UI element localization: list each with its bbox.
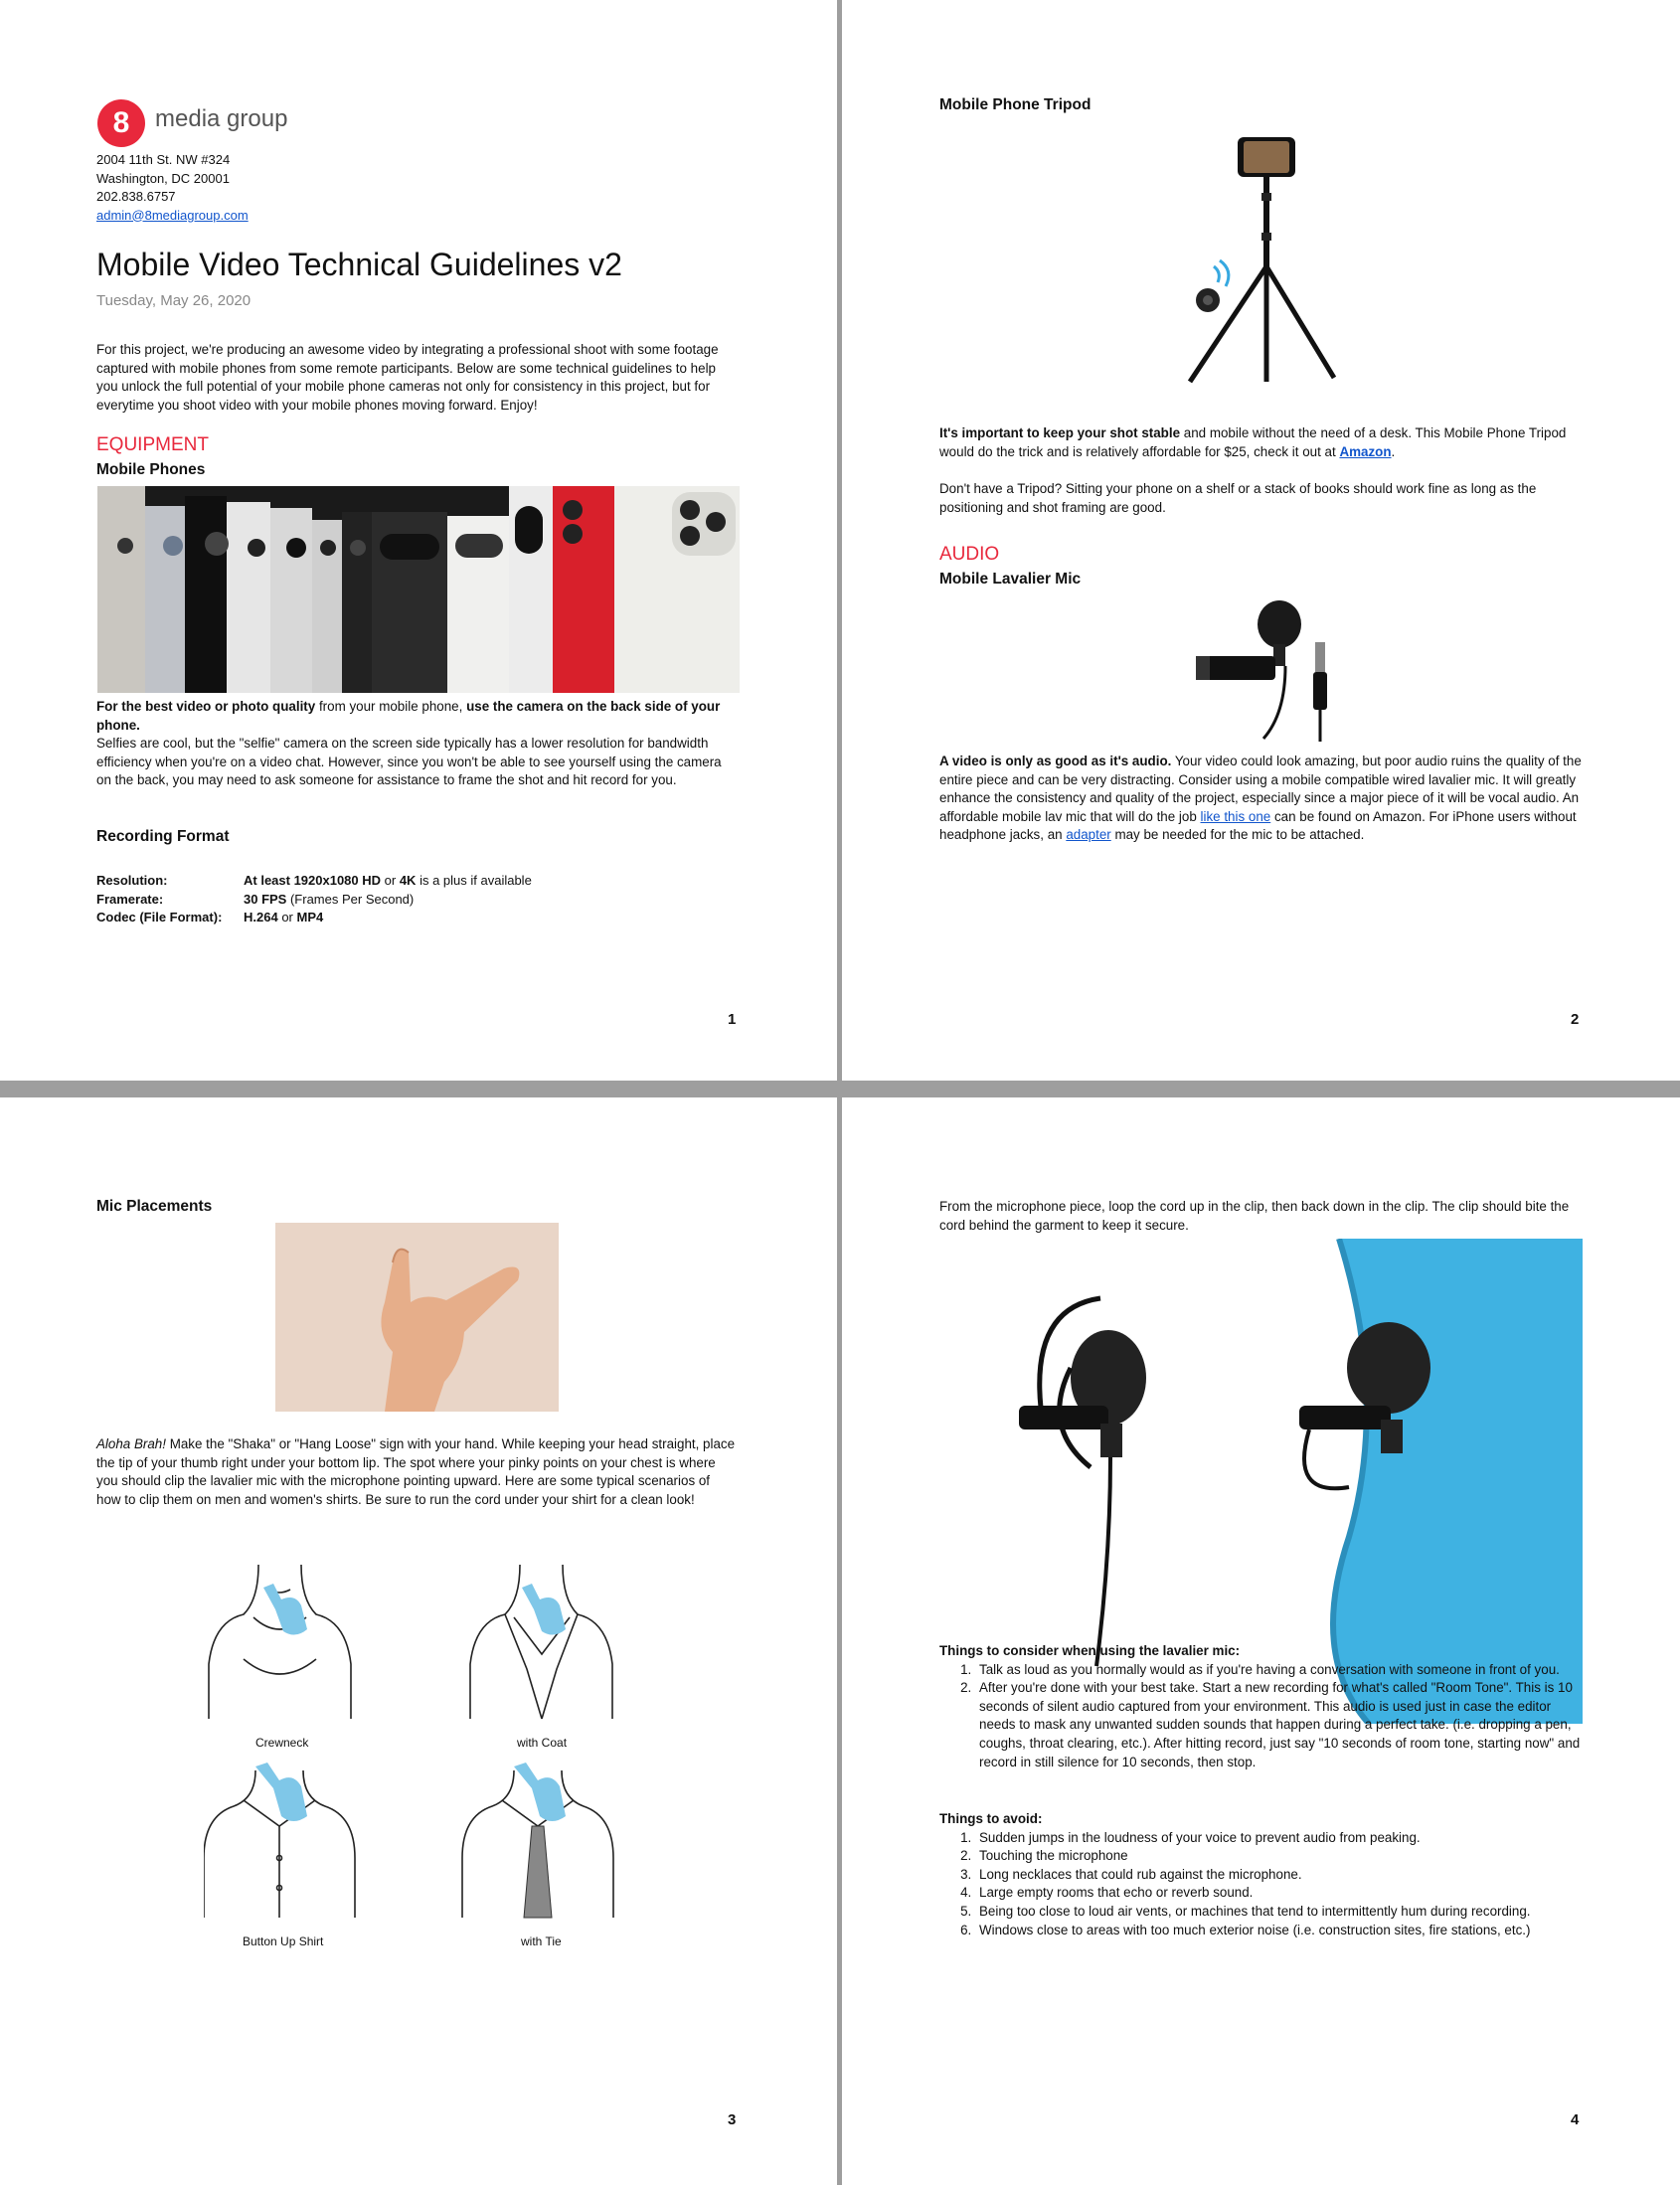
- tripod-heading: Mobile Phone Tripod: [939, 96, 1092, 113]
- spec-row-resolution: [96, 872, 733, 891]
- page-2: [842, 0, 1680, 1081]
- codec-or: or: [277, 910, 297, 924]
- res-or: or: [381, 873, 400, 888]
- coat-figure: [470, 1565, 612, 1719]
- page-number-1: 1: [728, 1011, 737, 1028]
- consider-list: [939, 1661, 1586, 1772]
- mic-placements-heading: Mic Placements: [96, 1198, 213, 1215]
- intro-paragraph: For this project, we're producing an awesome video by integrating a professional shoot with some footage captured with mobile phones from some remote participants. Below are some technical guidelines to help you unlock the full potential of your mobile phone cameras not only for consistency in this project, but for everytime you shoot video with your mobile phones moving forward. Enjoy!: [96, 342, 719, 413]
- phones-paragraph-1: [96, 698, 733, 735]
- spec-label-framerate: Framerate:: [96, 891, 164, 907]
- avoid-item-6: 6. Windows close to areas with too much exterior noise (i.e. construction sites, fire stations, etc.): [975, 1922, 1586, 1940]
- consider-heading: Things to consider when using the lavalier mic:: [939, 1643, 1241, 1658]
- company-logo: [97, 99, 316, 147]
- page-number-3: 3: [728, 2111, 737, 2128]
- audio-heading: AUDIO: [939, 544, 1000, 565]
- shaka-text: Make the "Shaka" or "Hang Loose" sign with your hand. While keeping your head straight, place the tip of your thumb right under your bottom lip. The spot where your pinky points on your chest is where you should clip the lavalier mic with the microphone pointing upward. Here are some typical scenarios of how to clip them on men and women's shirts. Be sure to run the cord under your shirt for a clean look!: [96, 1436, 736, 1507]
- spec-value-resolution: [244, 872, 532, 891]
- shaka-hand-image: [275, 1223, 559, 1412]
- tripod-text: and mobile without the need of a desk. This Mobile Phone Tripod would do the trick and is relatively affordable for $25, check it out at: [939, 425, 1567, 459]
- lavalier-mic-image: [1190, 594, 1349, 744]
- label-with-tie: with Tie: [521, 1934, 562, 1948]
- crewneck-figure: [209, 1565, 351, 1719]
- avoid-section: [939, 1810, 1586, 1939]
- page-4: [842, 1097, 1680, 2185]
- adapter-link[interactable]: adapter: [1066, 827, 1111, 843]
- phones-mid-text: from your mobile phone,: [315, 699, 467, 714]
- mic-text-3: may be needed for the mic to be attached.: [1110, 827, 1365, 843]
- page-date: Tuesday, May 26, 2020: [96, 292, 252, 309]
- coat-hand-icon: [522, 1584, 566, 1635]
- tripod-bold: It's important to keep your shot stable: [939, 425, 1181, 440]
- consider-section: [939, 1642, 1586, 1771]
- lavalier-mic-heading: Mobile Lavalier Mic: [939, 571, 1082, 588]
- codec-bold-1: H.264: [244, 910, 278, 924]
- page-number-2: 2: [1571, 1011, 1580, 1028]
- tripod-image: [1170, 133, 1339, 388]
- address-block: [96, 151, 249, 225]
- logo-name: media group: [155, 105, 288, 132]
- tie-icon: [524, 1826, 552, 1918]
- res-rest: is a plus if available: [416, 873, 532, 888]
- tripod-end: .: [1391, 443, 1396, 459]
- page-1: [0, 0, 837, 1081]
- logo-mark-icon: 8: [97, 99, 145, 147]
- mic-text-1: Your video could look amazing, but poor audio ruins the quality of the entire piece and can be very distracting. Consider using a mobile compatible wired lavalier mic. It will greatly enhance the consistency and quality of the project, especially since a major piece of it will be vocal audio. An affordable mobile lav mic that will do the job: [939, 754, 1582, 824]
- clip-intro-paragraph: From the microphone piece, loop the cord up in the clip, then back down in the clip. The clip should bite the cord behind the garment to keep it secure.: [939, 1199, 1570, 1233]
- avoid-item-1: 1. Sudden jumps in the loudness of your voice to prevent audio from peaking.: [975, 1829, 1586, 1848]
- fr-bold: 30 FPS: [244, 891, 287, 907]
- spec-value-codec: [244, 909, 323, 927]
- button-shirt-hand-icon: [255, 1763, 307, 1821]
- page-3: [0, 1097, 837, 2185]
- fr-rest: (Frames Per Second): [286, 891, 415, 907]
- avoid-item-2: 2. Touching the microphone: [975, 1847, 1586, 1866]
- consider-item-2: 2. After you're done with your best take. Start a new recording for what's called "Room Tone". This is 10 seconds of silent audio captured from your environment. This audio is used just in case the editor needs to mask any unwanted sudden sounds that happen during a perfect take. (i.e. dropping a pen, coughs, throat clearing, etc.). After hitting record, just say "10 seconds of room tone, starting now" and record in still silence for 10 seconds, then stop.: [975, 1679, 1586, 1771]
- equipment-heading: EQUIPMENT: [96, 434, 209, 455]
- mic-text-2: can be found on Amazon. For iPhone users without headphone jacks, an: [939, 808, 1577, 843]
- email-link[interactable]: admin@8mediagroup.com: [96, 207, 249, 223]
- mobile-phones-image: [97, 486, 740, 693]
- address-city: Washington, DC 20001: [96, 170, 230, 186]
- address-phone: 202.838.6757: [96, 189, 176, 204]
- aloha-italic: Aloha Brah!: [96, 1436, 166, 1451]
- phones-paragraph-2: Selfies are cool, but the "selfie" camera on the screen side typically has a lower resolution for bandwidth efficiency when you're on a video chat. However, since you won't be able to see yourself using the camera on the back, you may need to ask someone for assistance to frame the shot and hit record for you.: [96, 736, 722, 788]
- page-title: Mobile Video Technical Guidelines v2: [96, 247, 622, 282]
- codec-bold-2: MP4: [296, 910, 324, 924]
- avoid-item-3: 3. Long necklaces that could rub against the microphone.: [975, 1866, 1586, 1885]
- mic-placement-diagram: [204, 1560, 641, 2057]
- amazon-tripod-link[interactable]: Amazon: [1339, 443, 1392, 459]
- recording-format-heading: Recording Format: [96, 828, 230, 845]
- mic-bold: A video is only as good as it's audio.: [939, 754, 1172, 768]
- address-street: 2004 11th St. NW #324: [96, 152, 231, 167]
- spec-label-resolution: Resolution:: [96, 873, 168, 888]
- avoid-item-5: 5. Being too close to loud air vents, or machines that tend to intermittently hum during recording.: [975, 1903, 1586, 1922]
- specs-table: [96, 872, 733, 927]
- page-number-4: 4: [1571, 2111, 1580, 2128]
- tie-hand-icon: [514, 1763, 566, 1821]
- spec-row-framerate: [96, 891, 733, 910]
- consider-item-1: 1. Talk as loud as you normally would as if you're having a conversation with someone in front of you.: [975, 1661, 1586, 1680]
- mic-paragraph: [939, 753, 1586, 845]
- spec-row-codec: [96, 909, 733, 927]
- tripod-paragraph-1: [939, 424, 1586, 461]
- shaka-paragraph: [96, 1435, 738, 1509]
- tripod-paragraph-2: Don't have a Tripod? Sitting your phone on a shelf or a stack of books should work fine as long as the positioning and shot framing are good.: [939, 481, 1537, 515]
- phones-bold-1: For the best video or photo quality: [96, 699, 316, 714]
- avoid-item-4: 4. Large empty rooms that echo or reverb sound.: [975, 1884, 1586, 1903]
- phones-bold-2: use the camera on the back side of your phone.: [96, 699, 721, 733]
- spec-value-framerate: [244, 891, 414, 910]
- res-bold-1: At least 1920x1080 HD: [244, 873, 382, 888]
- mobile-phones-heading: Mobile Phones: [96, 461, 206, 478]
- res-bold-2: 4K: [399, 873, 417, 888]
- like-this-one-link[interactable]: like this one: [1200, 808, 1271, 824]
- avoid-list: [939, 1829, 1586, 1940]
- avoid-heading: Things to avoid:: [939, 1811, 1043, 1826]
- spec-label-codec: Codec (File Format):: [96, 910, 223, 924]
- label-crewneck: Crewneck: [255, 1736, 309, 1750]
- label-button-up-shirt: Button Up Shirt: [243, 1934, 324, 1948]
- label-with-coat: with Coat: [517, 1736, 568, 1750]
